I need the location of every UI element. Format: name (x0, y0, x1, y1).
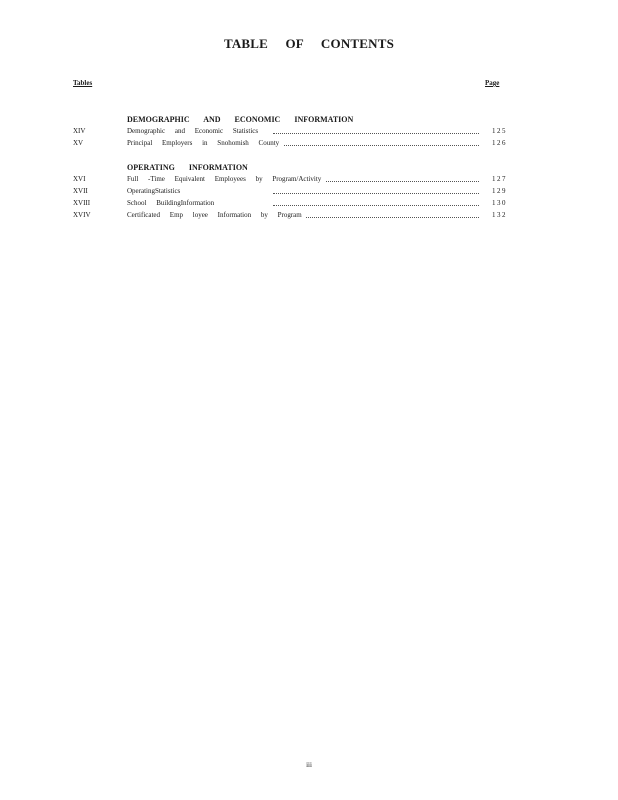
toc-row[interactable] (73, 185, 509, 197)
section-heading: OPERATING INFORMATION (127, 163, 248, 172)
table-title: OperatingStatistics (127, 185, 184, 197)
table-title: Principal Employers in Snohomish County (127, 137, 283, 149)
toc-leader (273, 205, 479, 206)
table-number: XVIV (73, 211, 91, 219)
page-column-header: Page (485, 79, 500, 87)
table-title: Demographic and Economic Statistics (127, 125, 262, 137)
toc-row[interactable] (73, 125, 509, 137)
table-title: Certificated Emp loyee Information by Program (127, 209, 306, 221)
toc-row[interactable] (73, 197, 509, 209)
toc-leader (273, 193, 479, 194)
table-number: XVI (73, 175, 86, 183)
page-number: 126 (492, 139, 507, 147)
table-number: XVII (73, 187, 88, 195)
toc-row[interactable] (73, 209, 509, 221)
page-number: 130 (492, 199, 507, 207)
toc-section-operating (73, 163, 509, 221)
table-number: XIV (73, 127, 86, 135)
toc-row[interactable] (73, 173, 509, 185)
toc-row[interactable] (73, 137, 509, 149)
table-title: Full -Time Equivalent Employees by Program/Activity (127, 173, 325, 185)
page-number: 127 (492, 175, 507, 183)
toc-leader (273, 133, 479, 134)
table-number: XVIII (73, 199, 91, 207)
page-number: 125 (492, 127, 507, 135)
table-title: School BuildingInformation (127, 197, 218, 209)
toc-leader (273, 145, 479, 146)
section-heading: DEMOGRAPHIC AND ECONOMIC INFORMATION (127, 115, 354, 124)
footer-page-number: iii (306, 761, 312, 769)
table-number: XV (73, 139, 84, 147)
toc-section-demographic (73, 115, 509, 149)
page-number: 132 (492, 211, 507, 219)
tables-column-header: Tables (73, 79, 93, 87)
page-title: TABLE OF CONTENTS (223, 36, 395, 51)
page-number: 129 (492, 187, 507, 195)
